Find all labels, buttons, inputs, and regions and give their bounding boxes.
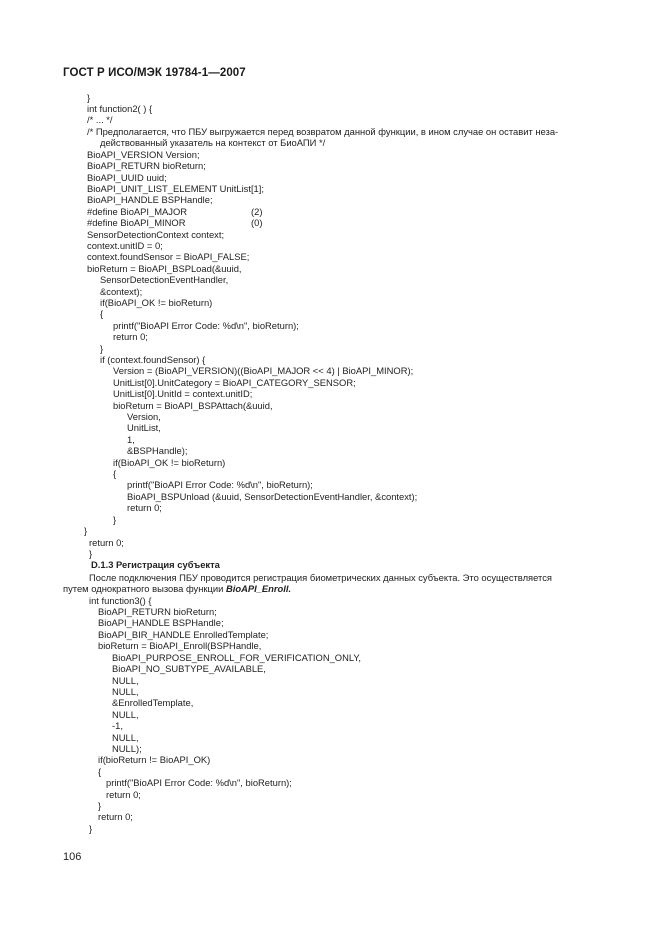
text-line	[87, 194, 213, 205]
line-text: #define BioAPI_MINOR	[87, 217, 186, 228]
line-text: D.1.3 Регистрация субъекта	[91, 559, 220, 570]
line-text: }	[98, 800, 102, 811]
line-text: }	[89, 823, 93, 834]
line-text: После подключения ПБУ проводится регистрация биометрических данных субъекта. Это осуществляется	[89, 572, 552, 583]
text-line	[63, 583, 291, 594]
line-text: }	[100, 343, 104, 354]
text-line	[127, 491, 417, 502]
line-text: &EnrolledTemplate,	[112, 697, 194, 708]
line-text: NULL,	[112, 675, 139, 686]
line-text: return 0;	[113, 331, 148, 342]
text-line	[113, 457, 225, 468]
document-header: ГОСТ Р ИСО/МЭК 19784-1—2007	[63, 67, 246, 79]
line-text: }	[84, 525, 88, 536]
text-line	[87, 217, 263, 228]
line-text: NULL,	[112, 709, 139, 720]
text-line	[113, 514, 116, 525]
line-text: BioAPI_PURPOSE_ENROLL_FOR_VERIFICATION_ONLY,	[112, 652, 362, 663]
line-text: UnitList[0].UnitId = context.unitID;	[113, 388, 253, 399]
text-line	[98, 811, 133, 822]
line-text: BioAPI_HANDLE BSPHandle;	[87, 194, 213, 205]
text-line	[89, 572, 552, 583]
text-line	[113, 400, 273, 411]
line-text: bioReturn = BioAPI_Enroll(BSPHandle,	[98, 640, 262, 651]
line-text: BioAPI_RETURN bioReturn;	[87, 160, 206, 171]
text-line	[87, 160, 206, 171]
line-text: BioAPI_HANDLE BSPHandle;	[98, 617, 224, 628]
function-name: BioAPI_Enroll.	[225, 583, 292, 594]
line-text: 1,	[127, 434, 135, 445]
line-text: bioReturn = BioAPI_BSPLoad(&uuid,	[87, 263, 242, 274]
line-text: BioAPI_RETURN bioReturn;	[98, 606, 217, 617]
macro-value: (0)	[251, 217, 263, 228]
text-line	[112, 720, 123, 731]
text-line	[113, 331, 148, 342]
text-line	[127, 479, 313, 490]
text-line	[127, 445, 187, 456]
text-line	[87, 183, 264, 194]
text-line	[100, 343, 103, 354]
text-line	[89, 595, 152, 606]
text-line	[84, 525, 87, 536]
text-line	[87, 263, 242, 274]
text-line	[100, 308, 103, 319]
text-line	[127, 502, 162, 513]
line-text: {	[100, 308, 104, 319]
line-text: return 0;	[89, 537, 124, 548]
text-line	[112, 686, 139, 697]
text-line	[89, 548, 92, 559]
text-line	[87, 251, 249, 262]
line-text: if(BioAPI_OK != bioReturn)	[100, 297, 213, 308]
text-line	[100, 297, 212, 308]
line-text: BioAPI_UNIT_LIST_ELEMENT UnitList[1];	[87, 183, 264, 194]
line-text: if(bioReturn != BioAPI_OK)	[98, 754, 211, 765]
text-line	[87, 114, 113, 125]
line-text: Version = (BioAPI_VERSION)((BioAPI_MAJOR << 4) | BioAPI_MINOR);	[113, 365, 414, 376]
line-text: BioAPI_NO_SUBTYPE_AVAILABLE,	[112, 663, 266, 674]
text-line	[106, 789, 141, 800]
text-line	[87, 206, 263, 217]
text-line	[113, 388, 252, 399]
text-line	[113, 320, 299, 331]
text-line	[98, 800, 101, 811]
line-text: SensorDetectionEventHandler,	[100, 274, 229, 285]
text-line	[98, 754, 210, 765]
line-text: BioAPI_BSPUnload (&uuid, SensorDetectionEventHandler, &context);	[127, 491, 418, 502]
line-text: NULL);	[112, 743, 142, 754]
text-line	[127, 411, 161, 422]
text-line	[87, 172, 167, 183]
line-text: if(BioAPI_OK != bioReturn)	[113, 457, 226, 468]
line-text: SensorDetectionContext context;	[87, 229, 225, 240]
line-text: BioAPI_BIR_HANDLE EnrolledTemplate;	[98, 629, 269, 640]
text-line	[98, 617, 224, 628]
line-text: printf("BioAPI Error Code: %d\n", bioReturn);	[106, 777, 292, 788]
line-text: {	[113, 468, 117, 479]
text-line	[87, 240, 163, 251]
line-text: NULL,	[112, 732, 139, 743]
text-line	[87, 229, 224, 240]
text-line	[106, 777, 292, 788]
text-line	[87, 103, 152, 114]
text-line	[113, 377, 356, 388]
text-line	[112, 732, 139, 743]
page-number: 106	[63, 851, 82, 863]
line-text: BioAPI_UUID uuid;	[87, 172, 167, 183]
text-line	[113, 468, 116, 479]
line-text: путем однократного вызова функции	[63, 583, 226, 594]
line-text: -1,	[112, 720, 123, 731]
line-text: context.foundSensor = BioAPI_FALSE;	[87, 251, 250, 262]
text-line	[100, 354, 205, 365]
text-line	[112, 697, 193, 708]
line-text: printf("BioAPI Error Code: %d\n", bioReturn);	[127, 479, 313, 490]
text-line	[87, 126, 558, 137]
text-line	[112, 675, 139, 686]
macro-value: (2)	[251, 206, 263, 217]
text-line	[98, 606, 217, 617]
text-line	[113, 365, 413, 376]
line-text: UnitList,	[127, 422, 161, 433]
text-line	[87, 149, 200, 160]
text-line	[100, 286, 142, 297]
line-text: return 0;	[127, 502, 162, 513]
text-line	[98, 629, 268, 640]
line-text: bioReturn = BioAPI_BSPAttach(&uuid,	[113, 400, 273, 411]
text-line	[127, 422, 161, 433]
line-text: /* ... */	[87, 114, 113, 125]
line-text: int function2( ) {	[87, 103, 153, 114]
line-text: UnitList[0].UnitCategory = BioAPI_CATEGORY_SENSOR;	[113, 377, 356, 388]
text-line	[87, 92, 90, 103]
text-line	[98, 766, 101, 777]
text-line	[112, 743, 142, 754]
text-line	[91, 559, 220, 570]
line-text: context.unitID = 0;	[87, 240, 163, 251]
line-text: NULL,	[112, 686, 139, 697]
line-text: printf("BioAPI Error Code: %d\n", bioReturn);	[113, 320, 299, 331]
text-line	[89, 823, 92, 834]
line-text: BioAPI_VERSION Version;	[87, 149, 200, 160]
line-text: &context);	[100, 286, 143, 297]
line-text: if (context.foundSensor) {	[100, 354, 206, 365]
line-text: /* Предполагается, что ПБУ выгружается перед возвратом данной функции, в ином случае он оставит неза-	[87, 126, 559, 137]
line-text: #define BioAPI_MAJOR	[87, 206, 188, 217]
line-text: int function3() {	[89, 595, 152, 606]
text-line	[100, 137, 325, 148]
line-text: return 0;	[98, 811, 133, 822]
line-text: }	[89, 548, 93, 559]
line-text: {	[98, 766, 102, 777]
line-text: действованный указатель на контекст от БиоАПИ */	[100, 137, 326, 148]
line-text: return 0;	[106, 789, 141, 800]
text-line	[89, 537, 124, 548]
line-text: Version,	[127, 411, 161, 422]
line-text: }	[113, 514, 117, 525]
text-line	[112, 652, 361, 663]
text-line	[100, 274, 228, 285]
text-line	[112, 663, 266, 674]
text-line	[112, 709, 139, 720]
line-text: &BSPHandle);	[127, 445, 188, 456]
line-text: }	[87, 92, 91, 103]
text-line	[127, 434, 135, 445]
text-line	[98, 640, 261, 651]
